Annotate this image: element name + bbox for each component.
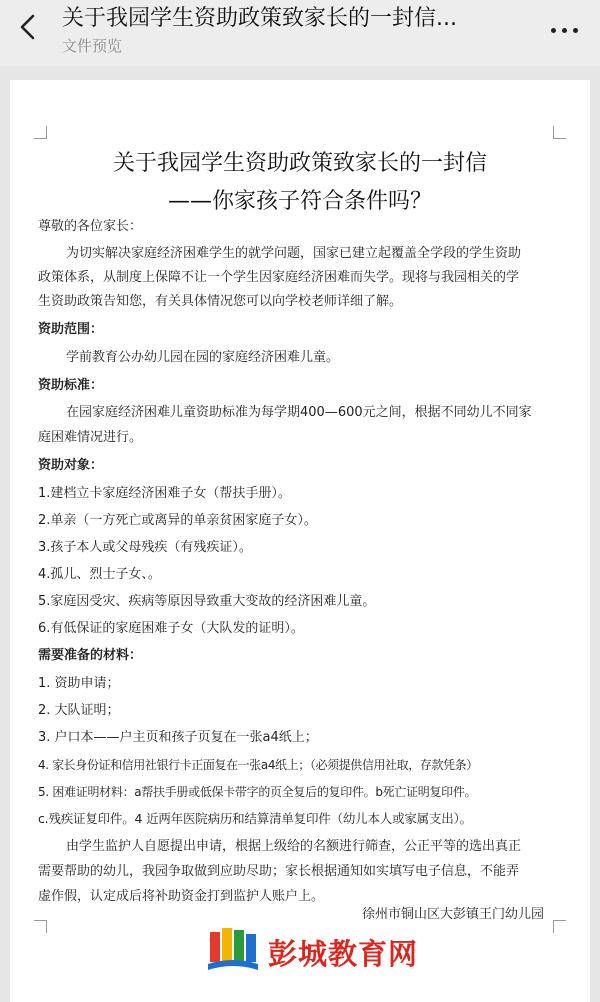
intro-line: 为切实解决家庭经济困难学生的就学问题，国家已建立起覆盖全学段的学生资助	[66, 246, 522, 261]
closing-line: 虚作假，认定成后将补助资金打到监护人账户上。	[38, 889, 325, 904]
more-options-button[interactable]	[548, 18, 584, 38]
target-item: 3.孩子本人或父母残疾（有残疾证）。	[38, 540, 252, 555]
standard-line: 在园家庭经济困难儿童资助标准为每学期400—600元之间，根据不同幼儿不同家	[66, 405, 532, 420]
chevron-left-icon	[12, 10, 46, 44]
greeting: 尊敬的各位家长：	[38, 219, 143, 234]
standard-heading: 资助标准：	[38, 378, 104, 393]
intro-line: 政策体系，从制度上保障不让一个学生因家庭经济困难而失学。现将与我园相关的学	[38, 270, 520, 285]
materials-heading: 需要准备的材料：	[38, 648, 143, 663]
window-subtitle: 文件预览	[62, 37, 123, 55]
crop-mark	[553, 126, 566, 139]
target-item: 6.有低保证的家庭困难子女（大队发的证明）。	[38, 621, 304, 636]
target-item: 5.家庭因受灾、疾病等原因导致重大变故的经济困难儿童。	[38, 594, 376, 609]
scope-heading: 资助范围：	[38, 322, 104, 337]
crop-mark	[34, 126, 47, 139]
targets-heading: 资助对象：	[38, 458, 104, 473]
document-subtitle: ——你家孩子符合条件吗？	[167, 189, 432, 214]
material-item: 4. 家长身份证和信用社银行卡正面复在一张a4纸上；（必须提供信用社取，存款凭条）	[38, 758, 478, 772]
intro-line: 生资助政策告知您，有关具体情况您可以向学校老师详细了解。	[38, 294, 403, 309]
watermark-text: 彭城教育网	[268, 937, 419, 971]
window-title: 关于我园学生资助政策致家长的一封信...	[62, 6, 457, 31]
document-title: 关于我园学生资助政策致家长的一封信	[112, 151, 487, 176]
document-page	[10, 80, 590, 1002]
material-item: 3. 户口本——户主页和孩子页复在一张a4纸上；	[38, 730, 318, 745]
material-item: c.残疾证复印件。4 近两年医院病历和结算清单复印件（幼儿本人或家属支出）。	[38, 811, 472, 826]
top-bar	[0, 0, 600, 66]
standard-line: 庭困难情况进行。	[38, 430, 143, 445]
target-item: 2.单亲（一方死亡或离异的单亲贫困家庭子女）。	[38, 513, 317, 528]
crop-mark	[553, 920, 566, 933]
material-item: 5. 困难证明材料：a帮扶手册或低保卡带字的页全复后的复印件。b死亡证明复印件。	[38, 785, 477, 799]
watermark-logo	[206, 926, 426, 976]
target-item: 1.建档立卡家庭经济困难子女（帮扶手册）。	[38, 486, 291, 501]
target-item: 4.孤儿、烈士子女、。	[38, 567, 161, 582]
closing-line: 需要帮助的幼儿，我园争取做到应助尽助；家长根据通知如实填写电子信息，不能弄	[38, 864, 520, 879]
material-item: 1. 资助申请；	[38, 676, 120, 691]
more-dots-icon	[551, 28, 556, 33]
material-item: 2. 大队证明；	[38, 703, 120, 718]
closing-line: 由学生监护人自愿提出申请，根据上级给的名额进行筛查，公正平等的选出真正	[66, 839, 522, 854]
back-button[interactable]	[12, 10, 46, 44]
book-logo-icon	[206, 926, 260, 974]
scope-text: 学前教育公办幼儿园在园的家庭经济困难儿童。	[66, 350, 340, 365]
signature: 徐州市铜山区大彭镇王门幼儿园	[361, 907, 544, 922]
